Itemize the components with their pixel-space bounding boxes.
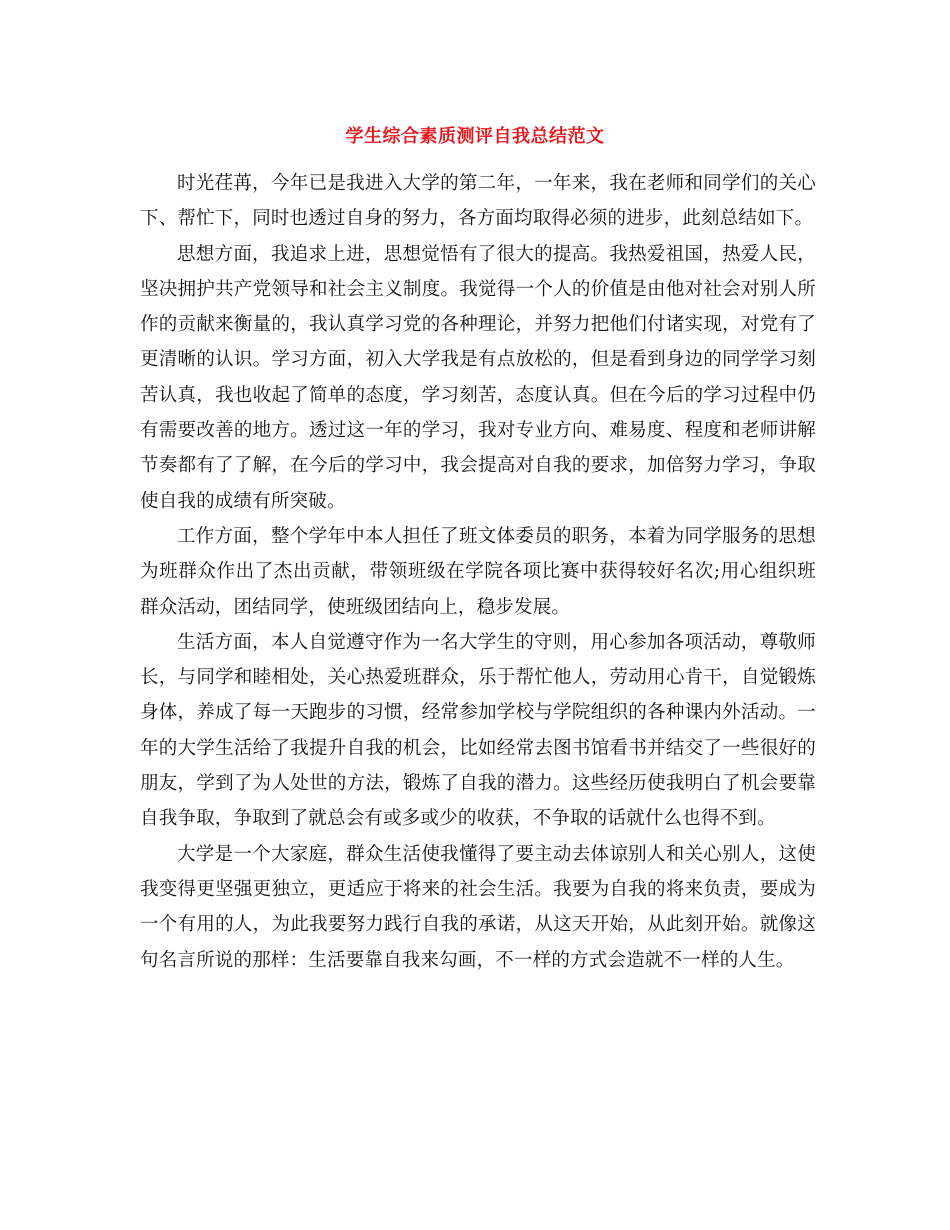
paragraph-conclusion: 大学是一个大家庭，群众生活使我懂得了要主动去体谅别人和关心别人，这使我变得更坚强更独立，更适应于将来的社会生活。我要为自我的将来负责，要成为一个有用的人，为此我要努力践行自我的承诺，从这天开始，从此刻开始。就像这句名言所说的那样：生活要靠自我来勾画，不一样的方式会造就不一样的人生。 (140, 843, 816, 971)
paragraph-work: 工作方面，整个学年中本人担任了班文体委员的职务，本着为同学服务的思想为班群众作出了杰出贡献，带领班级在学院各项比赛中获得较好名次;用心组织班群众活动，团结同学，使班级团结向上，稳步发展。 (140, 525, 816, 618)
paragraph-life: 生活方面，本人自觉遵守作为一名大学生的守则，用心参加各项活动，尊敬师长，与同学和睦相处，关心热爱班群众，乐于帮忙他人，劳动用心肯干，自觉锻炼身体，养成了每一天跑步的习惯，经常参加学校与学院组织的各种课内外活动。一年的大学生活给了我提升自我的机会，比如经常去图书馆看书并结交了一些很好的朋友，学到了为人处世的方法，锻炼了自我的潜力。这些经历使我明白了机会要靠自我争取，争取到了就总会有或多或少的收获，不争取的话就什么也得不到。 (140, 631, 816, 830)
paragraph-ideology-study: 思想方面，我追求上进，思想觉悟有了很大的提高。我热爱祖国，热爱人民，坚决拥护共产党领导和社会主义制度。我觉得一个人的价值是由他对社会对别人所作的贡献来衡量的，我认真学习党的各种理论，并努力把他们付诸实现，对党有了更清晰的认识。学习方面，初入大学我是有点放松的，但是看到身边的同学学习刻苦认真，我也收起了简单的态度，学习刻苦，态度认真。但在今后的学习过程中仍有需要改善的地方。透过这一年的学习，我对专业方向、难易度、程度和老师讲解节奏都有了了解，在今后的学习中，我会提高对自我的要求，加倍努力学习，争取使自我的成绩有所突破。 (140, 243, 816, 512)
document-body (140, 166, 816, 978)
paragraph-intro: 时光荏苒，今年已是我进入大学的第二年，一年来，我在老师和同学们的关心下、帮忙下，同时也透过自身的努力，各方面均取得必须的进步，此刻总结如下。 (140, 173, 816, 230)
document-title: 学生综合素质测评自我总结范文 (345, 126, 605, 147)
